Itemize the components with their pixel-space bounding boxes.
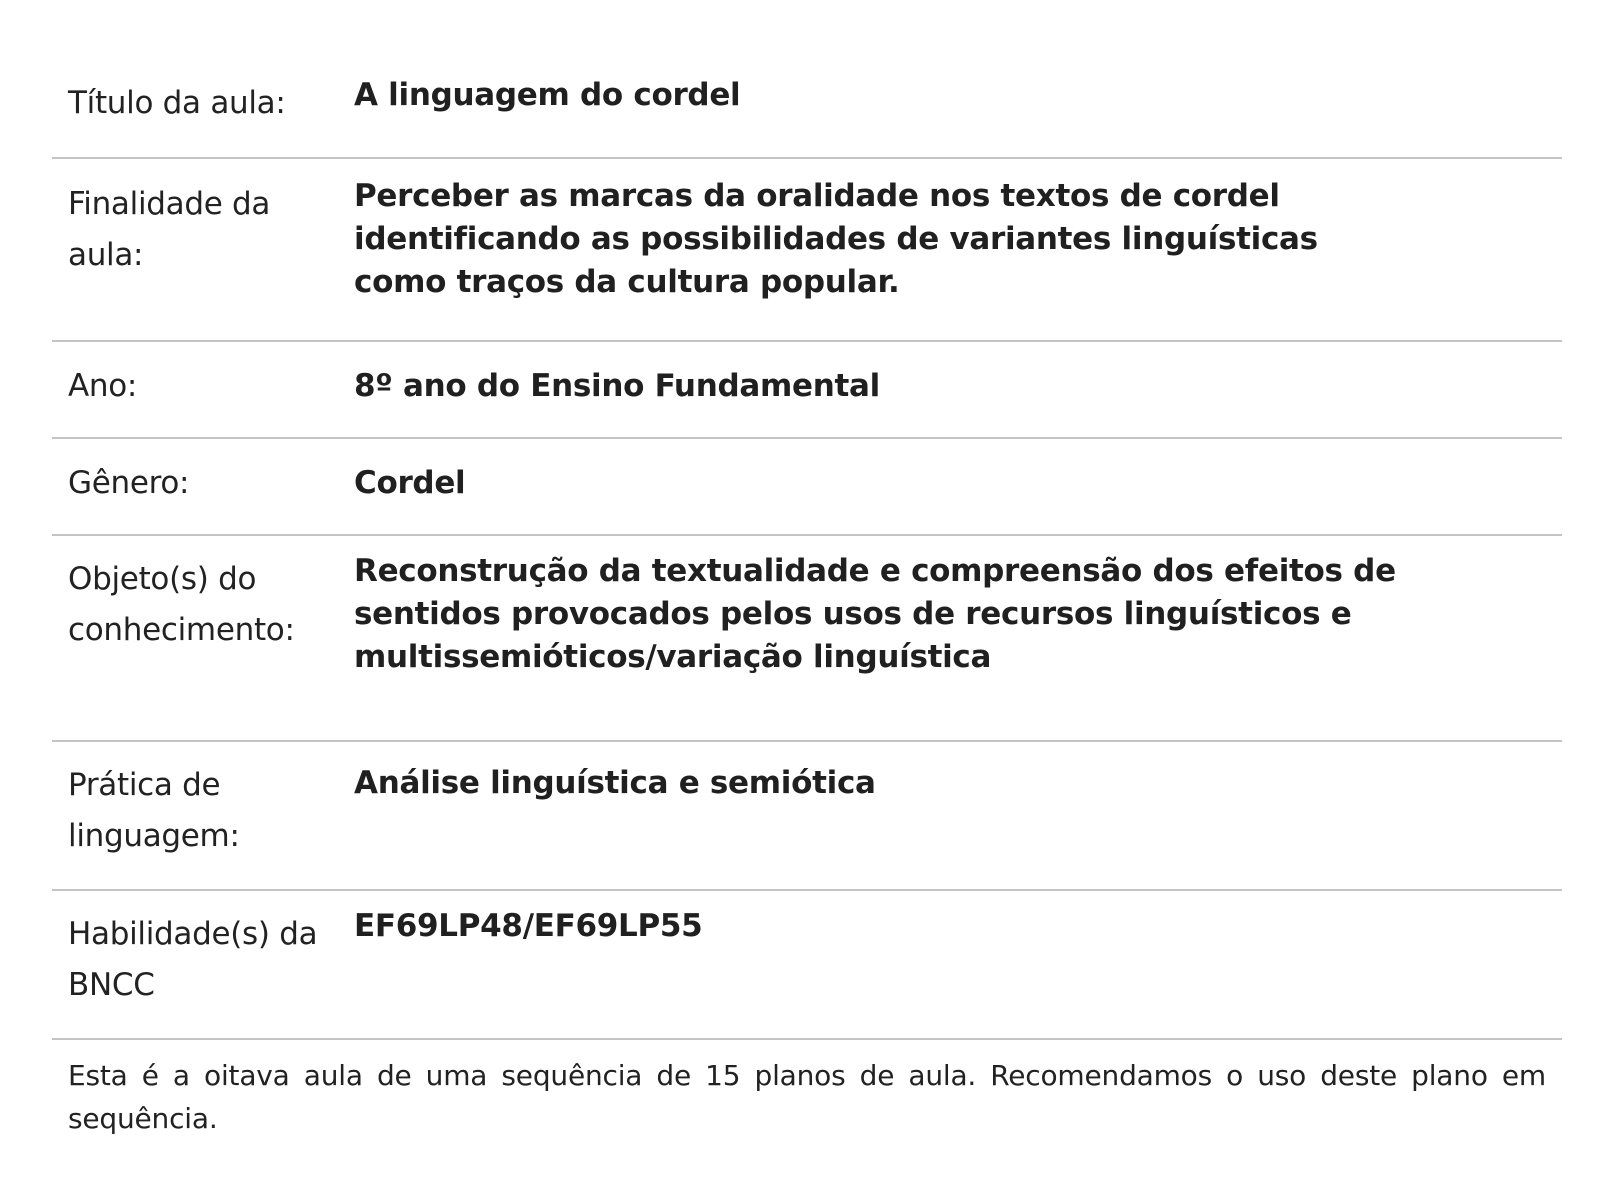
school-year-value: 8º ano do Ensino Fundamental bbox=[354, 368, 880, 404]
lesson-title-value: A linguagem do cordel bbox=[354, 77, 741, 113]
row-language-practice bbox=[52, 742, 1562, 891]
genre-value: Cordel bbox=[354, 465, 466, 501]
bncc-skills-label: Habilidade(s) da BNCC bbox=[68, 916, 318, 1003]
genre-label: Gênero: bbox=[68, 465, 190, 501]
row-lesson-purpose bbox=[52, 159, 1562, 342]
bncc-skills-value: EF69LP48/EF69LP55 bbox=[354, 908, 703, 944]
school-year-label: Ano: bbox=[68, 368, 138, 404]
knowledge-objects-label: Objeto(s) do conhecimento: bbox=[68, 561, 295, 648]
row-school-year bbox=[52, 342, 1562, 439]
row-bncc-skills bbox=[52, 891, 1562, 1040]
lesson-purpose-label: Finalidade da aula: bbox=[68, 186, 271, 273]
lesson-purpose-value: Perceber as marcas da oralidade nos textos de cordel identificando as possibilidades de variantes linguísticas como traços da cultura popular. bbox=[354, 178, 1318, 300]
lesson-plan-table bbox=[52, 58, 1562, 1140]
language-practice-value: Análise linguística e semiótica bbox=[354, 765, 876, 801]
row-lesson-title bbox=[52, 58, 1562, 159]
language-practice-label: Prática de linguagem: bbox=[68, 767, 240, 854]
sequence-note: Esta é a oitava aula de uma sequência de 15 planos de aula. Recomendamos o uso deste plano em sequência. bbox=[68, 1059, 1546, 1135]
knowledge-objects-value: Reconstrução da textualidade e compreensão dos efeitos de sentidos provocados pelos usos de recursos linguísticos e multissemióticos/variação linguística bbox=[354, 553, 1396, 675]
lesson-title-label: Título da aula: bbox=[68, 85, 286, 121]
row-knowledge-objects bbox=[52, 536, 1562, 742]
row-genre bbox=[52, 439, 1562, 536]
